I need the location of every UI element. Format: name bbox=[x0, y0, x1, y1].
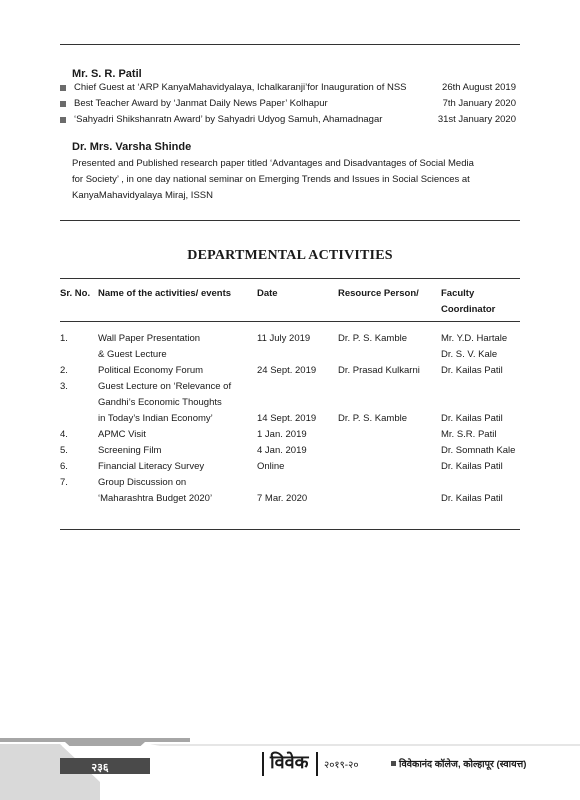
page-title: DEPARTMENTAL ACTIVITIES bbox=[187, 248, 393, 263]
cell-sr: 5. bbox=[60, 445, 68, 456]
table-header-rule bbox=[60, 321, 520, 322]
cell-activity: APMC Visit bbox=[98, 429, 146, 440]
achievement-text: Chief Guest at ‘ARP KanyaMahavidyalaya, Ichalkaranji’for Inauguration of NSS bbox=[74, 82, 407, 93]
research-paragraph bbox=[72, 156, 512, 204]
header-date: Date bbox=[257, 288, 278, 299]
person-name-sr-patil: Mr. S. R. Patil bbox=[72, 68, 142, 80]
cell-faculty: Dr. Kailas Patil bbox=[441, 493, 503, 504]
bullet-square-icon bbox=[60, 117, 66, 123]
achievement-date: 26th August 2019 bbox=[442, 82, 516, 93]
cell-activity: ‘Maharashtra Budget 2020’ bbox=[98, 493, 213, 504]
cell-faculty: Dr. Kailas Patil bbox=[441, 365, 503, 376]
cell-resource: Dr. P. S. Kamble bbox=[338, 413, 407, 424]
section-rule bbox=[60, 220, 520, 221]
cell-activity: Wall Paper Presentation bbox=[98, 333, 201, 344]
footer-bullet-icon bbox=[391, 761, 396, 766]
list-item bbox=[60, 114, 520, 128]
bullet-square-icon bbox=[60, 85, 66, 91]
achievement-date: 7th January 2020 bbox=[442, 98, 516, 109]
cell-sr: 4. bbox=[60, 429, 68, 440]
top-rule bbox=[60, 44, 520, 45]
cell-faculty: Dr. Kailas Patil bbox=[441, 413, 503, 424]
cell-faculty: Mr. S.R. Patil bbox=[441, 429, 497, 440]
header-activity-name: Name of the activities/ events bbox=[98, 288, 232, 299]
person-name-varsha-shinde: Dr. Mrs. Varsha Shinde bbox=[72, 141, 192, 153]
cell-date: 14 Sept. 2019 bbox=[257, 413, 317, 424]
separator-bar bbox=[316, 752, 318, 776]
paragraph-line: KanyaMahavidyalaya Miraj, ISSN bbox=[72, 190, 213, 201]
cell-activity: Group Discussion on bbox=[98, 477, 187, 488]
cell-activity: Political Economy Forum bbox=[98, 365, 204, 376]
cell-date: Online bbox=[257, 461, 285, 472]
achievement-text: ‘Sahyadri Shikshanratn Award’ by Sahyadri Udyog Samuh, Ahamadnagar bbox=[74, 114, 383, 125]
cell-activity: & Guest Lecture bbox=[98, 349, 167, 360]
cell-activity: Guest Lecture on ‘Relevance of bbox=[98, 381, 232, 392]
cell-sr: 6. bbox=[60, 461, 68, 472]
cell-date: 11 July 2019 bbox=[257, 333, 311, 344]
achievement-date: 31st January 2020 bbox=[437, 114, 516, 125]
list-item bbox=[60, 98, 520, 112]
list-item bbox=[60, 82, 520, 96]
page-footer bbox=[0, 738, 580, 800]
cell-resource: Dr. P. S. Kamble bbox=[338, 333, 407, 344]
cell-faculty: Dr. S. V. Kale bbox=[441, 349, 498, 360]
cell-activity: Financial Literacy Survey bbox=[98, 461, 205, 472]
header-faculty: Faculty bbox=[441, 288, 475, 299]
paragraph-line: Presented and Published research paper titled ‘Advantages and Disadvantages of Social Media bbox=[72, 158, 474, 169]
table-bottom-rule bbox=[60, 529, 520, 530]
header-coordinator: Coordinator bbox=[441, 304, 496, 315]
cell-date: 7 Mar. 2020 bbox=[257, 493, 308, 504]
separator-bar bbox=[262, 752, 264, 776]
cell-activity: Screening Film bbox=[98, 445, 162, 456]
cell-activity: in Today’s Indian Economy’ bbox=[98, 413, 213, 424]
cell-activity: Gandhi’s Economic Thoughts bbox=[98, 397, 222, 408]
cell-sr: 1. bbox=[60, 333, 68, 344]
cell-faculty: Mr. Y.D. Hartale bbox=[441, 333, 508, 344]
cell-resource: Dr. Prasad Kulkarni bbox=[338, 365, 420, 376]
table-top-rule bbox=[60, 278, 520, 279]
cell-sr: 2. bbox=[60, 365, 68, 376]
page-number: २३६ bbox=[91, 762, 109, 774]
achievement-text: Best Teacher Award by ‘Janmat Daily News Paper’ Kolhapur bbox=[74, 98, 328, 109]
footer-year: २०१९-२० bbox=[324, 760, 359, 771]
cell-sr: 7. bbox=[60, 477, 68, 488]
cell-faculty: Dr. Kailas Patil bbox=[441, 461, 503, 472]
college-name: विवेकानंद कॉलेज, कोल्हापूर (स्वायत्त) bbox=[399, 759, 527, 770]
header-sr-no: Sr. No. bbox=[60, 288, 91, 299]
cell-sr: 3. bbox=[60, 381, 68, 392]
cell-date: 4 Jan. 2019 bbox=[257, 445, 307, 456]
cell-date: 1 Jan. 2019 bbox=[257, 429, 307, 440]
vivek-logo: विवेक bbox=[270, 752, 309, 772]
bullet-square-icon bbox=[60, 101, 66, 107]
header-resource-person: Resource Person/ bbox=[338, 288, 419, 299]
cell-faculty: Dr. Somnath Kale bbox=[441, 445, 516, 456]
paragraph-line: for Society’ , in one day national seminar on Emerging Trends and Issues in Social Sciences at bbox=[72, 174, 470, 185]
cell-date: 24 Sept. 2019 bbox=[257, 365, 317, 376]
